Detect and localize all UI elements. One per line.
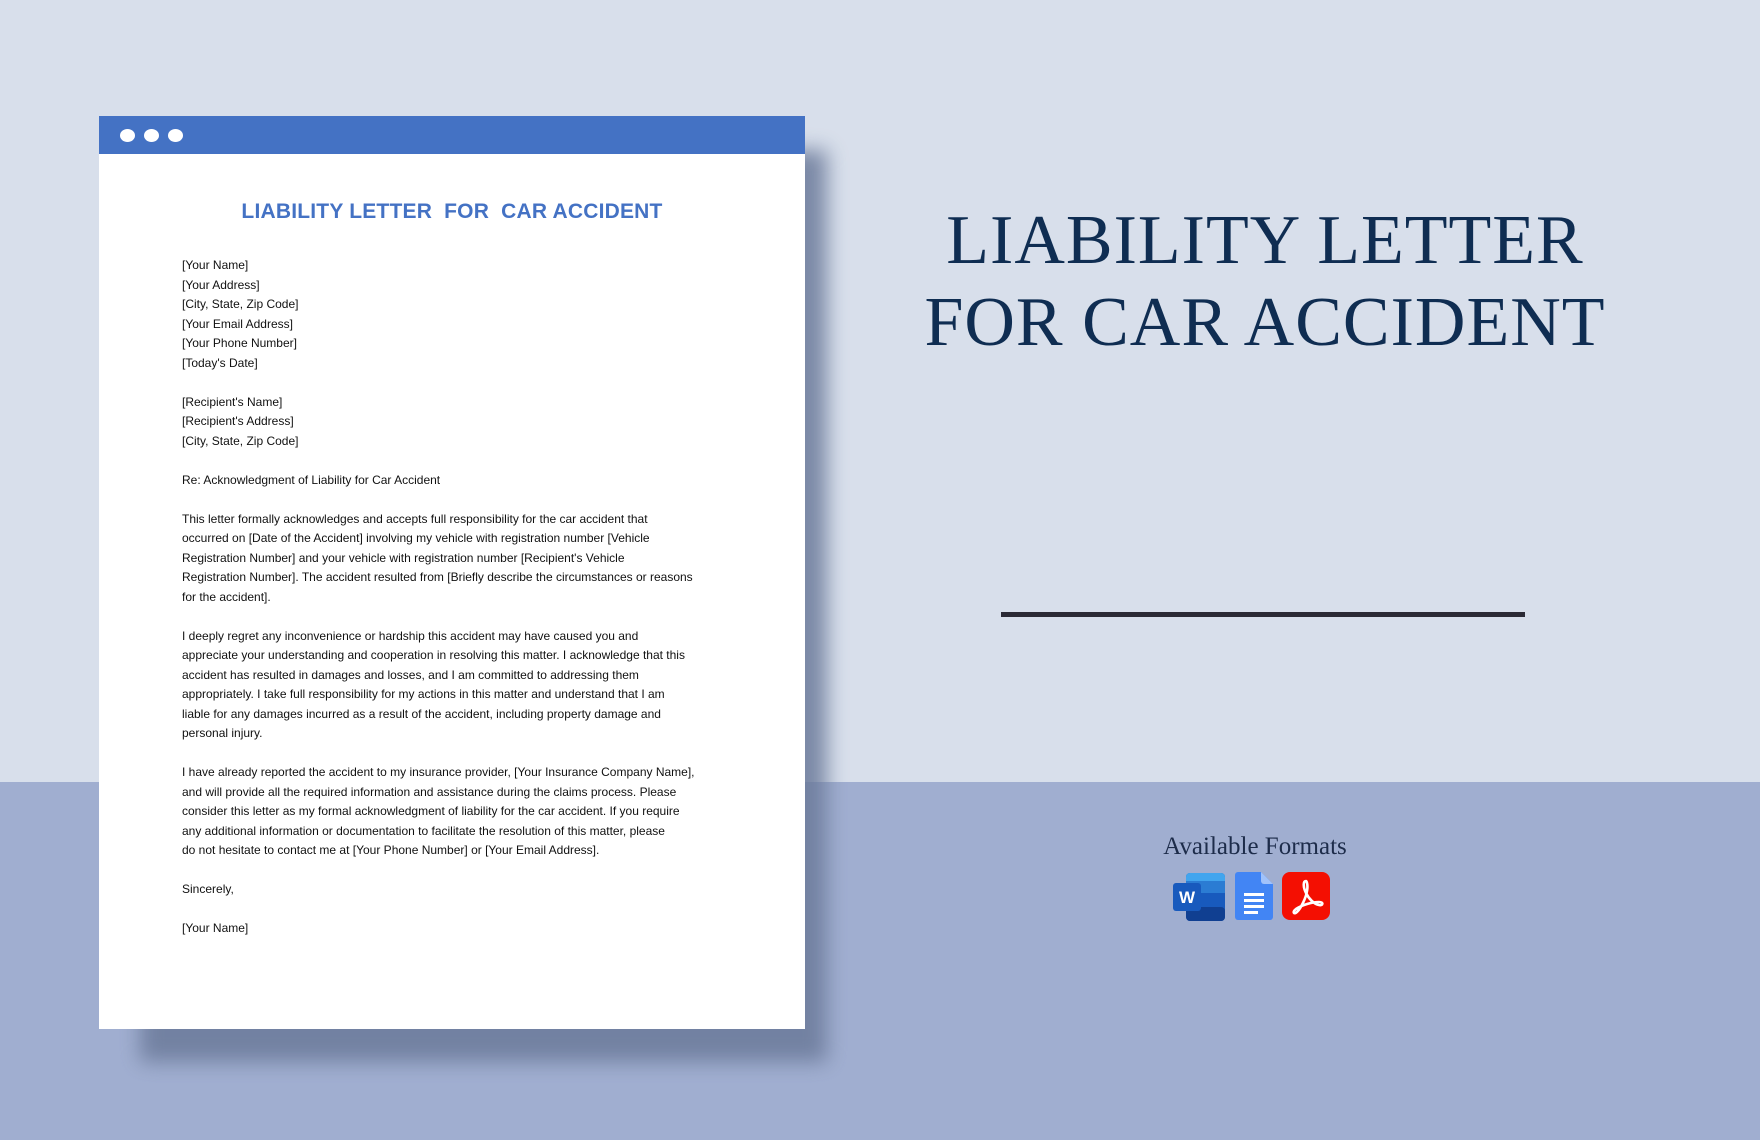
paragraph-line: This letter formally acknowledges and accepts full responsibility for the car accident that <box>182 511 648 526</box>
paragraph-line: personal injury. <box>182 726 263 740</box>
sender-line: [City, State, Zip Code] <box>182 297 299 311</box>
paragraph-line: I have already reported the accident to my insurance provider, [Your Insurance Company Name], <box>182 765 695 779</box>
paragraph-line: Registration Number] and your vehicle with registration number [Recipient's Vehicle <box>182 550 625 565</box>
word-letter: W <box>1178 888 1196 907</box>
paragraph-line: Registration Number]. The accident resulted from [Briefly describe the circumstances or reasons <box>182 570 693 584</box>
hero-title-line: LIABILITY LETTER <box>946 202 1584 279</box>
recipient-line: [Recipient's Name] <box>182 394 283 409</box>
window-dot-icon <box>120 129 135 142</box>
paragraph-line: occurred on [Date of the Accident] involving my vehicle with registration number [Vehicle <box>182 531 650 545</box>
word-icon[interactable] <box>1172 872 1226 922</box>
divider-line <box>1001 612 1525 617</box>
paragraph-line: accident has resulted in damages and losses, and I am committed to addressing them <box>182 667 639 682</box>
sender-line: [Your Email Address] <box>182 316 293 331</box>
document-title: LIABILITY LETTER FOR CAR ACCIDENT <box>241 200 663 223</box>
closing: Sincerely, <box>182 882 234 896</box>
available-formats-label: Available Formats <box>1163 833 1347 860</box>
sender-line: [Your Name] <box>182 258 249 272</box>
paragraph-1 <box>182 510 742 608</box>
sender-line: [Today's Date] <box>182 355 258 370</box>
recipient-line: [Recipient's Address] <box>182 414 294 428</box>
subject-line: Re: Acknowledgment of Liability for Car Accident <box>182 472 441 487</box>
letter-body <box>182 256 742 939</box>
document-preview <box>99 116 805 1029</box>
recipient-block <box>182 393 742 452</box>
google-docs-icon[interactable] <box>1235 872 1273 920</box>
paragraph-line: consider this letter as my formal acknowledgment of liability for the car accident. If you require <box>182 804 680 818</box>
paragraph-line: do not hesitate to contact me at [Your Phone Number] or [Your Email Address]. <box>182 843 600 857</box>
paragraph-line: I deeply regret any inconvenience or hardship this accident may have caused you and <box>182 628 639 643</box>
paragraph-3 <box>182 763 742 861</box>
sender-line: [Your Address] <box>182 277 260 292</box>
window-title-bar <box>99 116 805 154</box>
sender-block <box>182 256 742 373</box>
window-dot-icon <box>144 129 159 142</box>
signature: [Your Name] <box>182 921 249 935</box>
paragraph-line: and will provide all the required information and assistance during the claims process. Please <box>182 784 677 799</box>
paragraph-2 <box>182 627 742 744</box>
sender-line: [Your Phone Number] <box>182 336 297 350</box>
paragraph-line: appreciate your understanding and cooperation in resolving this matter. I acknowledge that this <box>182 648 685 662</box>
hero-title-line: FOR CAR ACCIDENT <box>924 284 1606 361</box>
pdf-icon[interactable] <box>1282 872 1330 920</box>
hero-title <box>880 200 1650 364</box>
paragraph-line: appropriately. I take full responsibility for my actions in this matter and understand that I am <box>182 687 665 701</box>
paragraph-line: any additional information or documentation to facilitate the resolution of this matter, please <box>182 823 665 838</box>
paragraph-line: for the accident]. <box>182 589 271 604</box>
window-dot-icon <box>168 129 183 142</box>
recipient-line: [City, State, Zip Code] <box>182 433 299 448</box>
paragraph-line: liable for any damages incurred as a result of the accident, including property damage and <box>182 706 661 721</box>
